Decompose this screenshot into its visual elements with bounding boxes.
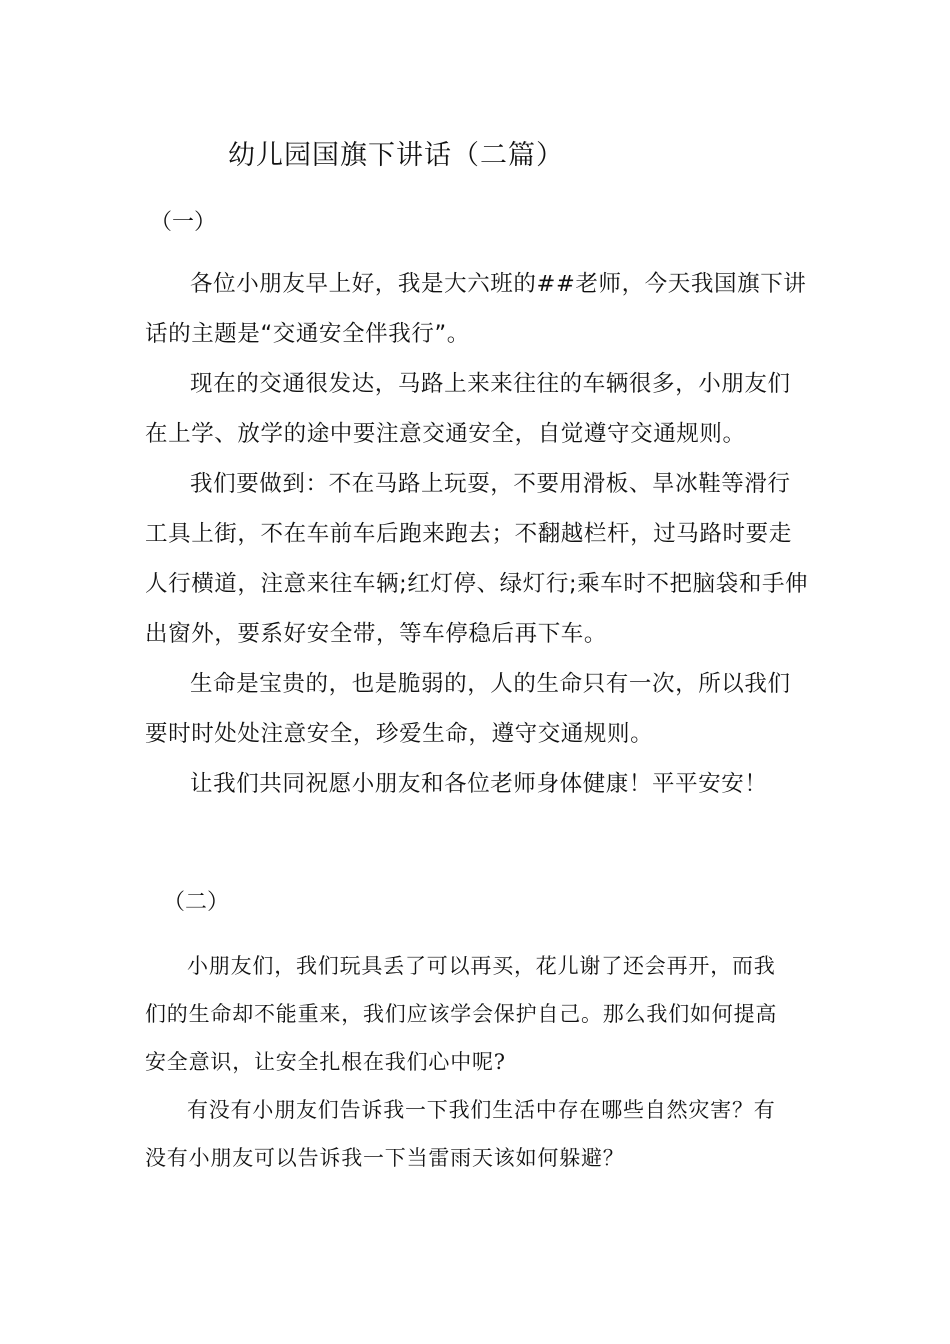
paragraph: 我们要做到：不在马路上玩耍，不要用滑板、旱冰鞋等滑行工具上街，不在车前车后跑来跑去；不翻越栏杆，过马路时要走人行横道，注意来往车辆;红灯停、绿灯行;乘车时不把脑袋和手伸出窗外，要系好安全带，等车停稳后再下车。 [145, 471, 809, 647]
section-1-body [145, 259, 810, 809]
paragraph: 各位小朋友早上好，我是大六班的##老师，今天我国旗下讲话的主题是“交通安全伴我行”。 [145, 271, 807, 347]
paragraph: 有没有小朋友们告诉我一下我们生活中存在哪些自然灾害？有没有小朋友可以告诉我一下当雷雨天该如何躲避？ [145, 1098, 776, 1170]
section-heading-2: （二） [163, 890, 230, 915]
paragraph: 让我们共同祝愿小朋友和各位老师身体健康！平平安安！ [190, 771, 768, 797]
document-title: 幼儿园国旗下讲话（二篇） [228, 140, 564, 171]
paragraph: 生命是宝贵的，也是脆弱的，人的生命只有一次，所以我们要时时处处注意安全，珍爱生命，遵守交通规则。 [145, 671, 791, 747]
paragraph: 现在的交通很发达，马路上来来往往的车辆很多，小朋友们在上学、放学的途中要注意交通安全，自觉遵守交通规则。 [145, 371, 791, 447]
section-2-body [145, 942, 793, 1182]
section-heading-1: （一） [150, 210, 217, 235]
paragraph: 小朋友们，我们玩具丢了可以再买，花儿谢了还会再开，而我们的生命却不能重来，我们应该学会保护自己。那么我们如何提高安全意识，让安全扎根在我们心中呢? [145, 954, 778, 1074]
